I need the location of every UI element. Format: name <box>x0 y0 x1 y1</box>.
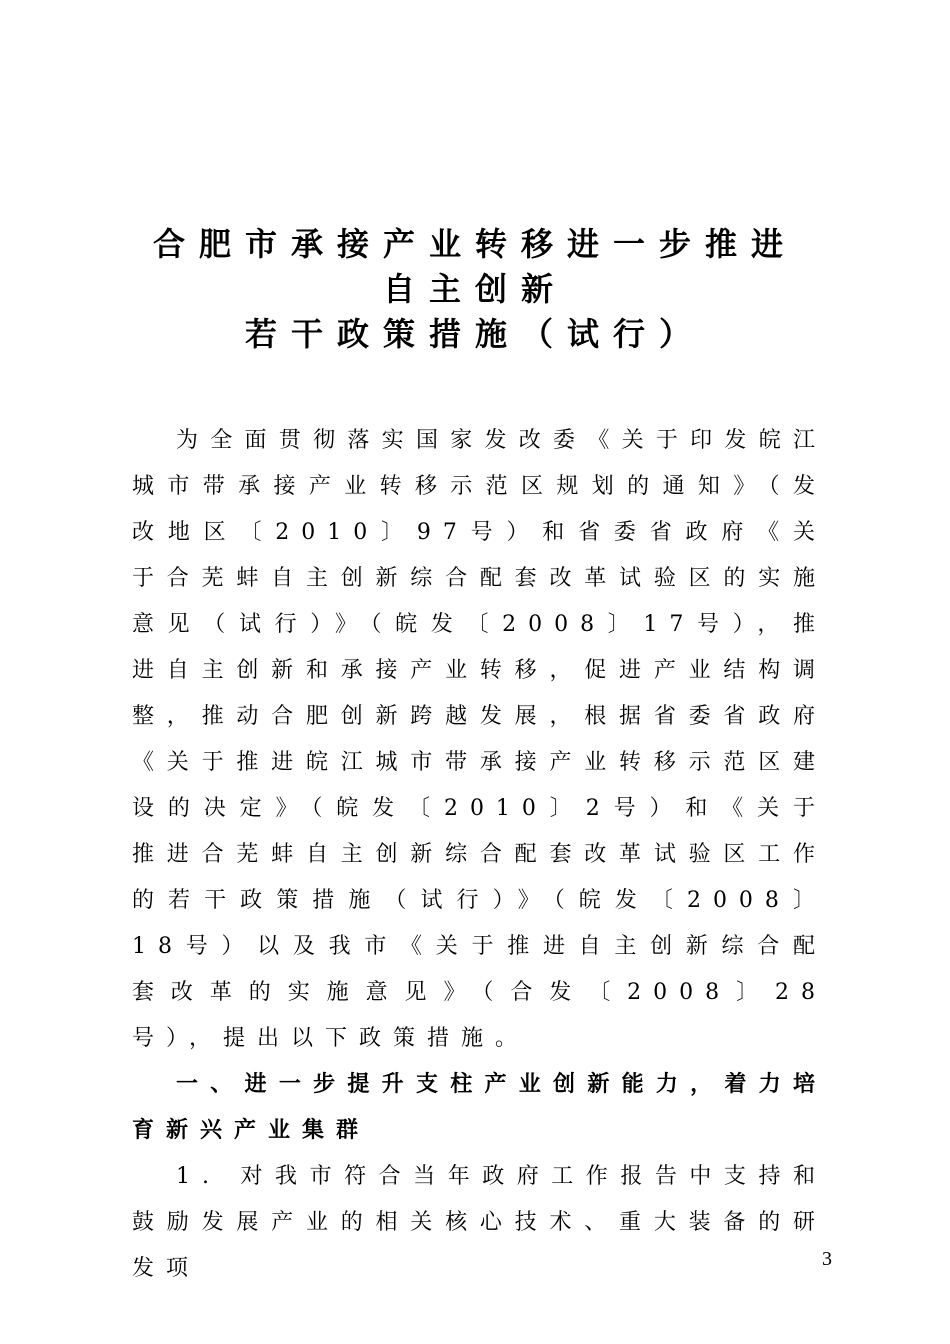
title-line-2: 自主创新 <box>382 270 567 308</box>
document-title <box>120 222 830 357</box>
title-line-3: 若干政策措施（试行） <box>244 315 705 353</box>
page-number: 3 <box>822 1248 832 1270</box>
intro-paragraph: 为全面贯彻落实国家发改委《关于印发皖江城市带承接产业转移示范区规划的通知》（发改地区〔2010〕97号）和省委省政府《关于合芜蚌自主创新综合配套改革试验区的实施意见（试行）》（皖发〔2008〕17号），推进自主创新和承接产业转移，促进产业结构调整，推动合肥创新跨越发展，根据省委省政府《关于推进皖江城市带承接产业转移示范区建设的决定》（皖发〔2010〕2号）和《关于推进合芜蚌自主创新综合配套改革试验区工作的若干政策措施（试行）》（皖发〔2008〕18号）以及我市《关于推进自主创新综合配套改革的实施意见》（合发〔2008〕28号），提出以下政策措施。 <box>132 428 827 1051</box>
document-body <box>132 418 827 1292</box>
title-line-1: 合肥市承接产业转移进一步推进 <box>152 225 797 263</box>
item-1-paragraph: 1. 对我市符合当年政府工作报告中支持和鼓励发展产业的相关核心技术、重大装备的研发项 <box>132 1164 827 1281</box>
section-heading-1: 一、进一步提升支柱产业创新能力，着力培育新兴产业集群 <box>132 1072 827 1143</box>
